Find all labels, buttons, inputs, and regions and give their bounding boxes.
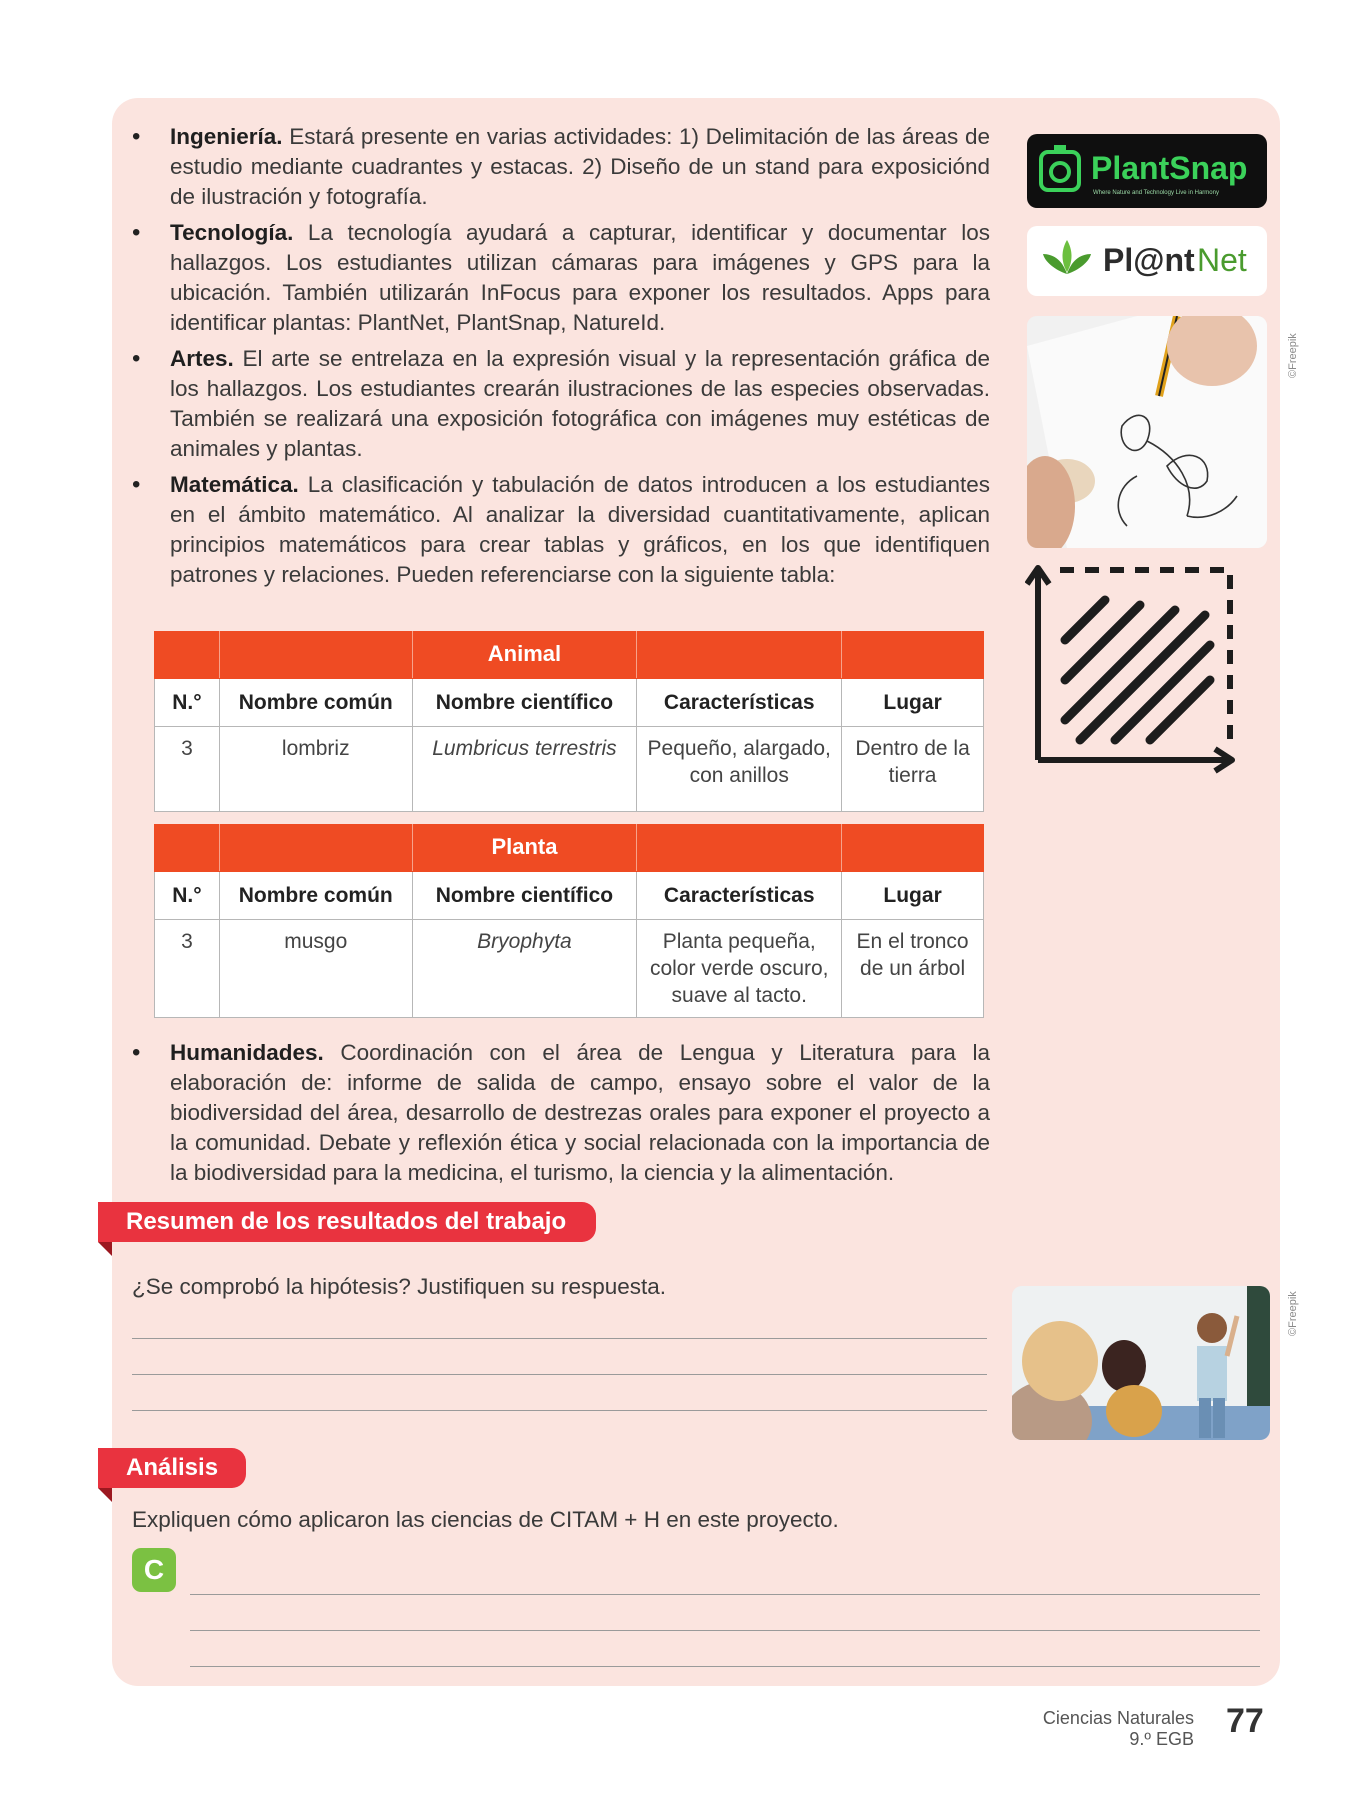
col-header: Nombre común: [219, 679, 412, 727]
bullet-title: Tecnología.: [170, 220, 294, 245]
col-header: Lugar: [842, 872, 984, 920]
bullet-dot: •: [132, 123, 141, 150]
bullet-title: Artes.: [170, 346, 234, 371]
col-header: Lugar: [842, 679, 984, 727]
plantsnap-logo: [1027, 134, 1267, 208]
photo-credit-top: ©Freepik: [1287, 333, 1299, 378]
cell-number: 3: [155, 727, 220, 812]
area-chart-icon: [1025, 560, 1270, 775]
drawing-photo: [1027, 316, 1267, 548]
plantnet-name-b: Net: [1197, 242, 1247, 278]
col-header: N.°: [155, 872, 220, 920]
analisis-tab: [98, 1448, 246, 1488]
leaf-icon: [1037, 226, 1097, 296]
answer-line[interactable]: [190, 1630, 1260, 1631]
col-header: Nombre común: [219, 872, 412, 920]
resumen-prompt: ¿Se comprobó la hipótesis? Justifiquen su respuesta.: [132, 1274, 667, 1299]
bullet-matematica: [130, 470, 990, 590]
bullet-dot: •: [132, 1039, 141, 1066]
analisis-title: Análisis: [126, 1454, 219, 1481]
answer-line[interactable]: [190, 1594, 1260, 1595]
band-title: Planta: [412, 825, 637, 872]
answer-line[interactable]: [132, 1338, 987, 1339]
table-header-row: [155, 872, 984, 920]
table-header-row: [155, 679, 984, 727]
table-row: [155, 920, 984, 1018]
discipline-list: [130, 122, 990, 596]
table-band: [155, 632, 984, 679]
bullet-dot: •: [132, 219, 141, 246]
footer-subject-block: [1043, 1708, 1194, 1750]
plant-table: [154, 824, 984, 1018]
cell-characteristics: Pequeño, alargado, con anillos: [637, 727, 842, 812]
plantnet-logo: [1027, 226, 1267, 296]
answer-line[interactable]: [190, 1666, 1260, 1667]
bullet-dot: •: [132, 345, 141, 372]
cell-place: Dentro de la tierra: [842, 727, 984, 812]
answer-line[interactable]: [132, 1374, 987, 1375]
resumen-tab: [98, 1202, 596, 1242]
bullet-tecnologia: [130, 218, 990, 338]
competency-badge: C: [132, 1548, 176, 1592]
cell-place: En el tronco de un árbol: [842, 920, 984, 1018]
bullet-text: Coordinación con el área de Lengua y Literatura para la elaboración de: informe de salida de campo, ensayo sobre el valor de la biodiversidad del área, desarrollo de destrezas orales para exponer el proyecto a la comunidad. Debate y reflexión ética y social relacionada con la importancia de la biodiversidad para la medicina, el turismo, la ciencia y la alimentación.: [170, 1040, 990, 1185]
bullet-title: Ingeniería.: [170, 124, 283, 149]
plantsnap-tagline: Where Nature and Technology Live in Harmony: [1093, 190, 1219, 196]
classroom-photo: [1012, 1286, 1270, 1440]
bullet-dot: •: [132, 471, 141, 498]
plantnet-name-a: Pl@nt: [1103, 242, 1195, 278]
resumen-title: Resumen de los resultados del trabajo: [126, 1208, 567, 1235]
col-header: Características: [637, 679, 842, 727]
tab-fold: [98, 1488, 112, 1502]
bullet-title: Matemática.: [170, 472, 299, 497]
col-header: N.°: [155, 679, 220, 727]
cell-scientific-name: Bryophyta: [412, 920, 637, 1018]
cell-common-name: musgo: [219, 920, 412, 1018]
bullet-humanidades: [130, 1038, 990, 1188]
answer-line[interactable]: [132, 1410, 987, 1411]
col-header: Nombre científico: [412, 872, 637, 920]
bullet-title: Humanidades.: [170, 1040, 324, 1065]
table-row: [155, 727, 984, 812]
footer-subject: Ciencias Naturales: [1042, 1708, 1194, 1728]
analisis-prompt: Expliquen cómo aplicaron las ciencias de CITAM + H en este proyecto.: [132, 1507, 839, 1532]
cell-number: 3: [155, 920, 220, 1018]
bullet-text: El arte se entrelaza en la expresión visual y la representación gráfica de los hallazgos. Los estudiantes crearán ilustraciones de las especies observadas. También se realizará una exposición fotográfica con imágenes muy estéticas de animales y plantas.: [170, 346, 990, 461]
cell-scientific-name: Lumbricus terrestris: [412, 727, 637, 812]
bullet-text: Estará presente en varias actividades: 1) Delimitación de las áreas de estudio mediante cuadrantes y estacas. 2) Diseño de un stand para exposiciónd de ilustración y fotografía.: [170, 124, 990, 209]
footer-grade: 9.º EGB: [1129, 1729, 1194, 1749]
plantsnap-name: PlantSnap: [1091, 150, 1248, 186]
bullet-artes: [130, 344, 990, 464]
sketch-illustration: [1027, 316, 1267, 548]
band-title: Animal: [412, 632, 637, 679]
classroom-scene: [1012, 1286, 1270, 1440]
cell-common-name: lombriz: [219, 727, 412, 812]
bullet-text: La tecnología ayudará a capturar, identificar y documentar los hallazgos. Los estudiantes utilizan cámaras para imágenes y GPS para la ubicación. También utilizarán InFocus para exponer los resultados. Apps para identificar plantas: PlantNet, PlantSnap, NatureId.: [170, 220, 990, 335]
animal-table: [154, 631, 984, 812]
col-header: Nombre científico: [412, 679, 637, 727]
cell-characteristics: Planta pequeña, color verde oscuro, suave al tacto.: [637, 920, 842, 1018]
col-header: Características: [637, 872, 842, 920]
tab-fold: [98, 1242, 112, 1256]
bullet-text: La clasificación y tabulación de datos introducen a los estudiantes en el ámbito matemático. Al analizar la diversidad cuantitativamente, aplican principios matemáticos para crear tablas y gráficos, en los que identifiquen patrones y relaciones. Pueden referenciarse con la siguiente tabla:: [170, 472, 990, 587]
table-band: [155, 825, 984, 872]
photo-credit-bottom: ©Freepik: [1287, 1291, 1299, 1336]
bullet-ingenieria: [130, 122, 990, 212]
page-number: 77: [1226, 1702, 1264, 1740]
